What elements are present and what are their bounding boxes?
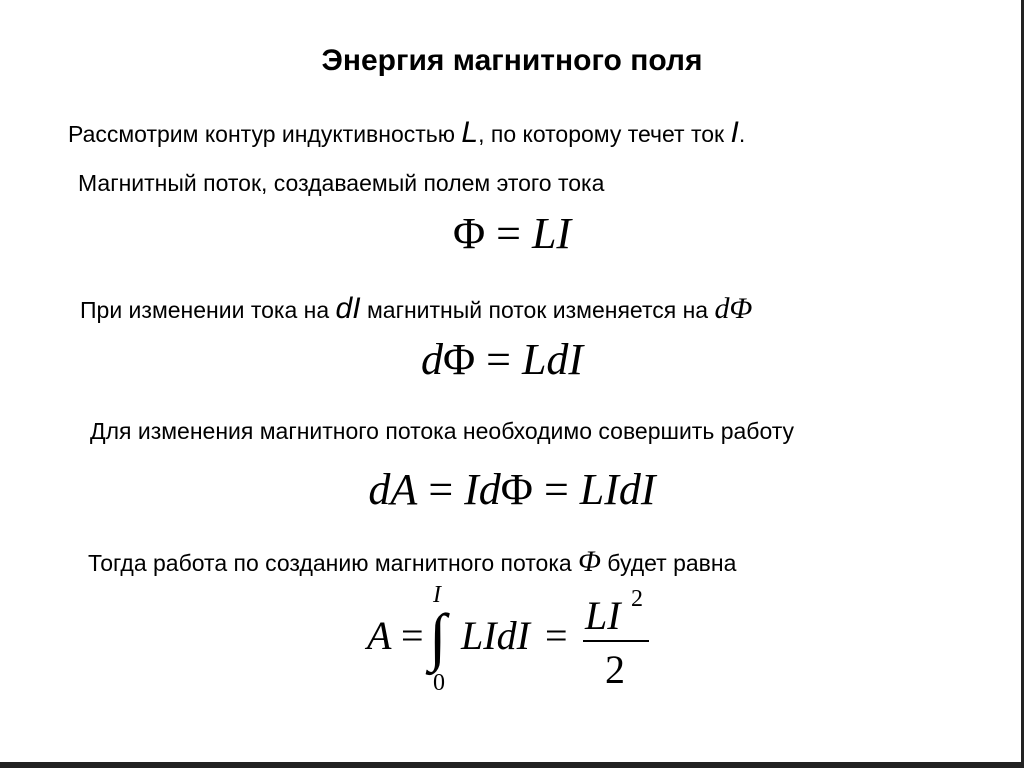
equals-sign: = — [401, 613, 424, 658]
flux-symbol: Φ — [452, 209, 486, 258]
intro-text-c: . — [738, 121, 746, 147]
exponent: 2 — [631, 586, 643, 612]
change-line — [80, 292, 752, 326]
formula-rhs: LdI — [521, 335, 584, 384]
integrand: LIdI — [461, 613, 530, 658]
d-symbol: d — [420, 335, 443, 384]
total-text-b: будет равна — [600, 550, 737, 576]
dPhi-symbol: dΦ — [714, 292, 753, 325]
fraction-bar — [583, 640, 649, 642]
fraction-denominator: 2 — [605, 647, 625, 692]
equals-sign: = — [475, 335, 522, 384]
equals-sign: = — [532, 465, 580, 514]
current-symbol: I — [730, 116, 739, 149]
formula-work — [0, 464, 1024, 515]
slide-title: Энергия магнитного поля — [321, 44, 703, 77]
inductance-symbol: L — [461, 116, 479, 149]
flux-symbol: Φ — [442, 335, 476, 384]
intro-line — [68, 116, 745, 150]
equals-sign: = — [545, 613, 568, 658]
total-work-line — [88, 545, 736, 579]
flux-symbol: Φ — [500, 465, 533, 514]
work-symbol: A — [367, 613, 392, 658]
formula-part-LIdI: LIdI — [579, 465, 656, 514]
work-line: Для изменения магнитного потока необходимо совершить работу — [90, 418, 795, 444]
flux-line: Магнитный поток, создаваемый полем этого тока — [78, 170, 605, 196]
equals-sign: = — [417, 465, 465, 514]
formula-rhs: LI — [531, 209, 572, 258]
flux-symbol: Φ — [578, 545, 601, 578]
fraction-numerator: LI — [585, 593, 621, 638]
formula-part-dA: dA — [368, 465, 418, 514]
formula-part-Id: Id — [464, 465, 501, 514]
change-text-b: магнитный поток изменяется на — [360, 297, 715, 323]
equals-sign: = — [485, 209, 532, 258]
dI-symbol: dI — [335, 292, 361, 325]
slide-border-bottom — [0, 762, 1024, 768]
formula-flux — [0, 208, 1024, 259]
integral-lower-limit: 0 — [433, 670, 445, 696]
total-text-a: Тогда работа по созданию магнитного потока — [88, 550, 579, 576]
change-text-a: При изменении тока на — [80, 297, 336, 323]
integral-upper-limit: I — [433, 582, 441, 608]
formula-integral — [365, 582, 665, 702]
intro-text-b: , по которому течет ток — [478, 121, 731, 147]
integral-sign: ∫ — [429, 601, 447, 672]
intro-text-a: Рассмотрим контур индуктивностью — [68, 121, 462, 147]
formula-dflux — [0, 334, 1024, 385]
